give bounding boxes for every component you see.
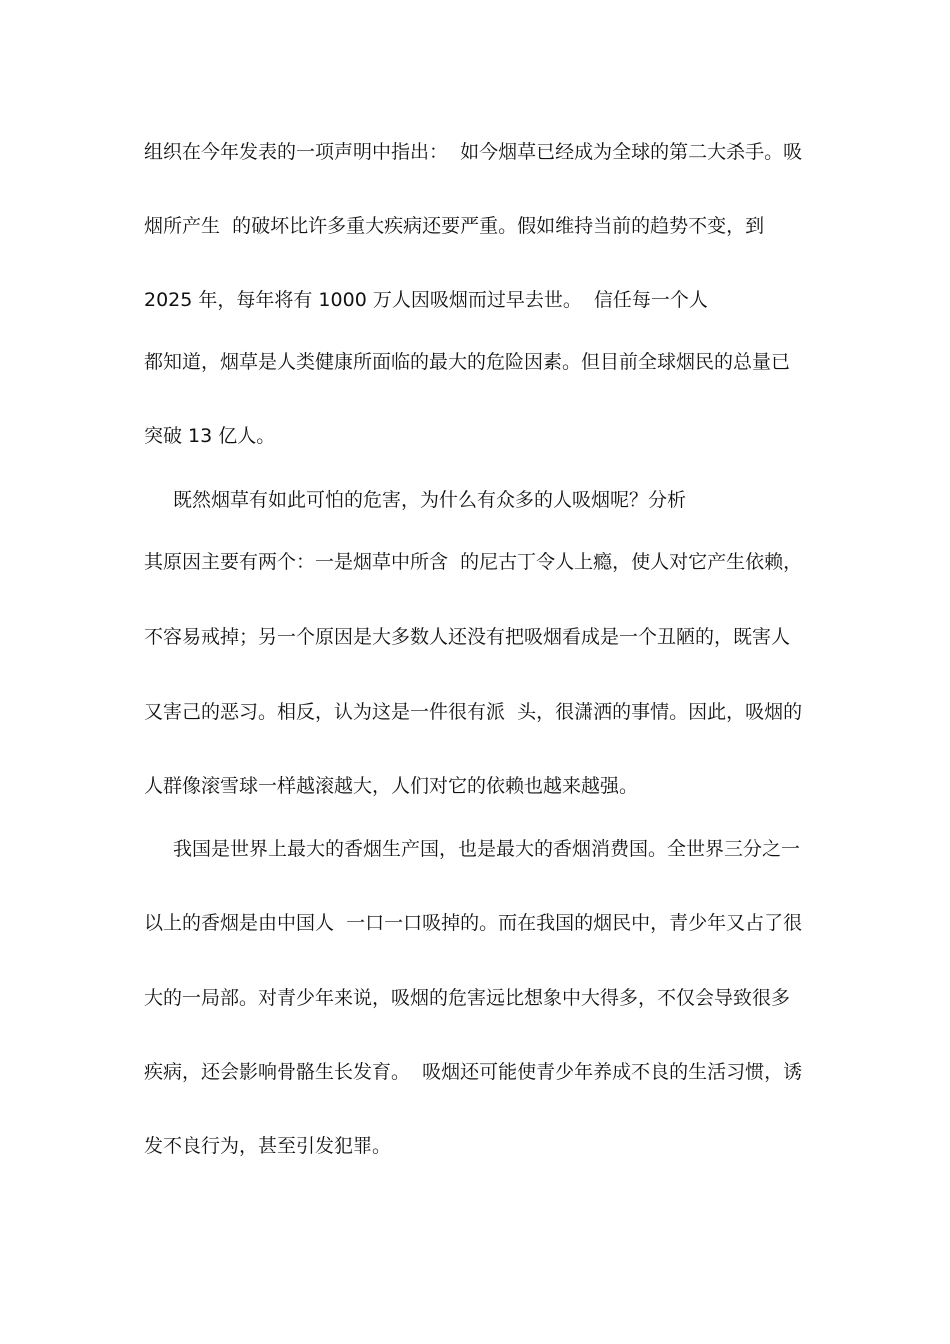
text-line: 不容易戒掉；另一个原因是大多数人还没有把吸烟看成是一个丑陋的，既害人	[144, 626, 791, 648]
text-line: 大的一局部。对青少年来说，吸烟的危害远比想象中大得多，不仅会导致很多	[144, 987, 791, 1009]
text-line: 以上的香烟是由中国人 一口一口吸掉的。而在我国的烟民中，青少年又占了很	[144, 912, 803, 934]
text-line: 疾病，还会影响骨骼生长发育。 吸烟还可能使青少年养成不良的生活习惯，诱	[144, 1061, 803, 1083]
paragraph-start-line: 既然烟草有如此可怕的危害，为什么有众多的人吸烟呢？分析	[173, 489, 687, 511]
text-line: 都知道，烟草是人类健康所面临的最大的危险因素。但目前全球烟民的总量已	[144, 351, 791, 373]
text-line: 人群像滚雪球一样越滚越大，人们对它的依赖也越来越强。	[144, 775, 639, 797]
text-line: 组织在今年发表的一项声明中指出： 如今烟草已经成为全球的第二大杀手。吸	[144, 141, 803, 163]
text-line: 2025 年，每年将有 1000 万人因吸烟而过早去世。 信任每一个人	[144, 289, 708, 311]
text-line: 又害己的恶习。相反，认为这是一件很有派 头，很潇洒的事情。因此，吸烟的	[144, 701, 803, 723]
text-line: 发不良行为，甚至引发犯罪。	[144, 1135, 392, 1157]
text-line: 烟所产生 的破坏比许多重大疾病还要严重。假如维持当前的趋势不变，到	[144, 215, 765, 237]
text-line: 突破 13 亿人。	[144, 425, 276, 447]
text-line: 其原因主要有两个：一是烟草中所含 的尼古丁令人上瘾，使人对它产生依赖，	[144, 551, 803, 573]
paragraph-start-line: 我国是世界上最大的香烟生产国，也是最大的香烟消费国。全世界三分之一	[173, 838, 801, 860]
